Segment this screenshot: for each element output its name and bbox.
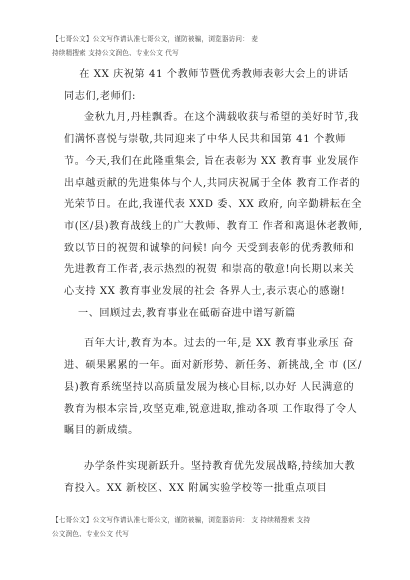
footer-notice <box>52 513 392 541</box>
header-notice-line1: 【七哥公文】公文写作请认准七哥公文，谨防被骗，浏览器访问： 麦 <box>52 35 259 43</box>
footer-notice-line1: 【七哥公文】公文写作请认准七哥公文，谨防被骗，浏览器访问： 支 持续精搜索 支持 <box>52 516 311 524</box>
paragraph-3: 办学条件实现新跃升。坚持教育优先发展战略,持续加大教育投入。XX 新校区、XX 附属实验学校等一批重点项目 <box>64 460 356 494</box>
header-notice <box>52 32 392 60</box>
header-notice-line2: 持续精搜索 支持公文润色、专业公文 代写 <box>52 49 179 57</box>
paragraph-2: 百年大计,教育为本。过去的一年,是 XX 教育事业承压 奋进、硕果累累的一年。面对新形势、新任务、新挑战,全 市 (区/县)教育系统坚持以高质量发展为核心目标,以办好 人民满意的教育为根本宗旨,攻坚克难,锐意进取,推动各项 工作取得了令人瞩目的新成绩。 <box>64 338 362 437</box>
section-heading: 一、回顾过去,教育事业在砥砺奋进中谱写新篇 <box>78 307 296 319</box>
paragraph-1: 金秋九月,丹桂飘香。在这个满载收获与希望的美好时节,我们满怀喜悦与崇敬,共同迎来了中华人民共和国第 41 个教师节。今天,我们在此隆重集会, 旨在表彰为 XX 教育事 业发展作出卓越贡献的先进集体与个人,共同庆祝属于全体 教育工作者的光荣节日。在此,我谨代表 XXD 委、XX 政府, 向辛勤耕耘在全市(区/县)教育战线上的广大教师、教育工 作者和离退休老教师,致以节日的祝贺和诚挚的问候! 向今 天受到表彰的优秀教师和先进教育工作者,表示热烈的祝贺 和崇高的敬意!向长期以来关心支持 XX 教育事业发展的社会 各界人士,表示衷心的感谢! <box>64 112 363 298</box>
document-body <box>64 64 364 499</box>
footer-notice-line2: 公文润色、专业公文 代写 <box>52 530 130 538</box>
salutation: 同志们,老师们: <box>64 90 136 102</box>
document-title: 在 XX 庆祝第 41 个教师节暨优秀教师表彰大会上的讲话 <box>79 69 349 80</box>
